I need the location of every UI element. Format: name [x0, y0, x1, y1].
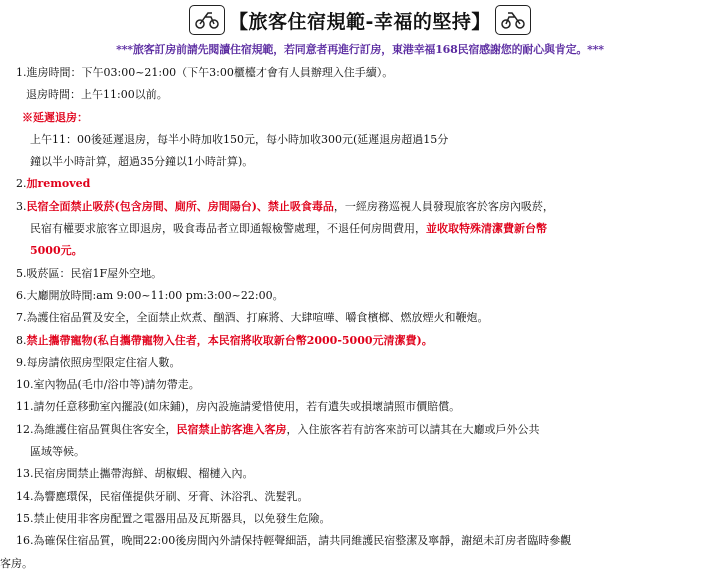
- rule-3-text-2: 民宿有權要求旅客立即退房，吸食毒品者立即通報檢警處理，不退任何房間費用，: [30, 222, 426, 236]
- rule-15: 15.禁止使用非客房配置之電器用品及瓦斯器具，以免發生危險。: [16, 511, 331, 525]
- late-checkout-line-2: 鐘以半小時計算，超過35分鐘以1小時計算)。: [30, 155, 254, 169]
- rule-3-line-2: [16, 218, 716, 240]
- rule-12-line-1: [16, 419, 716, 441]
- late-checkout-heading: ※延遲退房：: [22, 110, 88, 124]
- rules-list: [0, 62, 716, 575]
- title-bar: [0, 4, 720, 36]
- rule-8-number: 8.: [16, 333, 27, 347]
- rule-10: 10.室內物品(毛巾/浴巾等)請勿帶走。: [16, 378, 200, 392]
- rule-3-text-1: ，一經房務巡視人員發現旅客於客房內吸菸，: [333, 199, 554, 213]
- page-title: 【旅客住宿規範-幸福的堅持】: [229, 10, 491, 33]
- rule-16-line-2: 客房。: [0, 556, 33, 570]
- rule-2-text: 加removed: [26, 177, 91, 191]
- rule-3-red-2: 並收取特殊清潔費新台幣: [426, 222, 547, 236]
- rule-1-checkout: 退房時間：上午11:00以前。: [26, 88, 168, 102]
- rule-2-number: 2.: [16, 177, 27, 191]
- rule-5: 5.吸菸區：民宿1F屋外空地。: [16, 266, 163, 280]
- motorcycle-logo-icon: [495, 5, 531, 35]
- rule-7: 7.為護住宿品質及安全，全面禁止炊煮、酗酒、打麻將、大肆喧嘩、嚼食檳榔、燃放煙火和鞭炮。: [16, 311, 489, 325]
- rule-14: 14.為響應環保，民宿僅提供牙刷、牙膏、沐浴乳、洗髮乳。: [16, 489, 309, 503]
- late-checkout-title: [16, 107, 716, 129]
- rule-9: 9.每房請依照房型限定住宿人數。: [16, 355, 181, 369]
- rule-8: [16, 330, 716, 352]
- rule-3-red-1: 民宿全面禁止吸菸(包含房間、廁所、房間陽台)、禁止吸食毒品: [26, 199, 334, 213]
- rule-12-text-2: ，入住旅客若有訪客來訪可以請其在大廳或戶外公共: [286, 422, 540, 436]
- rule-12-text-1: 12.為維護住宿品質與住客安全，: [16, 422, 177, 436]
- rule-6: 6.大廳開放時間:am 9:00~11:00 pm:3:00~22:00。: [16, 288, 284, 302]
- rule-11: 11.請勿任意移動室內擺設(如床鋪)，房內設施請愛惜使用，若有遺失或損壞請照市價賠償。: [16, 400, 461, 414]
- rule-3-line-3: [16, 240, 716, 262]
- rule-8-text: 禁止攜帶寵物(私自攜帶寵物入住者，本民宿將收取新台幣2000-5000元清潔費)。: [26, 333, 433, 347]
- rule-13: 13.民宿房間禁止攜帶海鮮、胡椒蝦、榴槤入內。: [16, 467, 254, 481]
- rule-2: [16, 173, 716, 195]
- rule-12-line-2: 區域等候。: [30, 445, 85, 459]
- motorcycle-logo-icon: [189, 5, 225, 35]
- booking-notice: ***旅客訂房前請先閱讀住宿規範，若同意者再進行訂房，東港幸福168民宿感謝您的耐心與肯定。***: [116, 43, 604, 56]
- rule-1-checkin: 1.進房時間：下午03:00~21:00（下午3:00櫃檯才會有人員辦理入住手續）。: [16, 66, 394, 79]
- rule-16-line-1: 16.為確保住宿品質，晚間22:00後房間內外請保持輕聲細語，請共同維護民宿整潔及寧靜，謝絕未訂房者臨時參觀: [16, 534, 572, 548]
- late-checkout-line-1: 上午11：00後延遲退房，每半小時加收150元，每小時加收300元(延遲退房超過15分: [30, 132, 449, 146]
- rule-12-red: 民宿禁止訪客進入客房: [176, 422, 287, 436]
- rule-3-number: 3.: [16, 199, 27, 213]
- rule-3-line-1: [16, 196, 716, 218]
- rule-3-red-3: 5000元。: [30, 244, 83, 258]
